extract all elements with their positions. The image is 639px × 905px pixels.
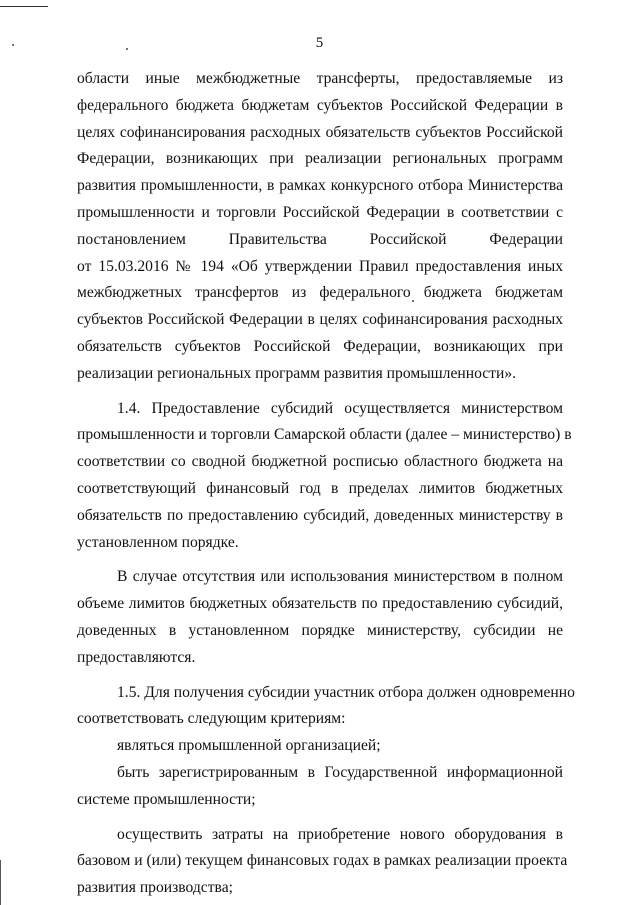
text-line: 1.5. Для получения субсидии участник отбора должен одновременно (117, 683, 575, 701)
text-line: межбюджетных трансфертов из федерального бюджета бюджетам (77, 284, 563, 302)
text-line: обязательств субъектов Российской Федерации, возникающих при (77, 337, 563, 355)
text-line: базовом и (или) текущем финансовых годах в рамках реализации проекта (77, 852, 568, 870)
text-line: развития промышленности, в рамках конкурсного отбора Министерства (77, 177, 563, 195)
text-line: федерального бюджета бюджетам субъектов Российской Федерации в (77, 96, 563, 114)
page-number: 5 (315, 35, 324, 51)
scan-edge-mark (0, 6, 48, 7)
text-line: субъектов Российской Федерации в целях софинансирования расходных (77, 311, 563, 329)
text-line: промышленности и торговли Самарской области (далее – министерство) в (77, 426, 572, 444)
text-line: 1.4. Предоставление субсидий осуществляется министерством (117, 399, 563, 417)
text-line: целях софинансирования расходных обязательств субъектов Российской (77, 123, 563, 141)
text-line: от 15.03.2016 № 194 «Об утверждении Правил предоставления иных (77, 257, 563, 275)
text-line: системе промышленности; (77, 790, 256, 808)
text-line: Федерации, возникающих при реализации региональных программ (77, 150, 563, 168)
text-line: развития производства; (77, 879, 233, 897)
text-line: постановлением Правительства Российской Федерации (77, 230, 563, 248)
scan-edge-mark (0, 860, 1, 905)
paragraph-gap (77, 556, 563, 564)
document-body (77, 66, 575, 902)
text-line: обязательств по предоставлению субсидий, доведенных министерству в (77, 506, 563, 524)
text-line: объеме лимитов бюджетных обязательств по предоставлению субсидий, (77, 595, 563, 613)
text-line: быть зарегистрированным в Государственной информационной (117, 763, 563, 781)
text-line: В случае отсутствия или использования министерством в полном (117, 568, 563, 586)
paragraph-gap (77, 388, 563, 396)
text-line: осуществить затраты на приобретение нового оборудования в (117, 825, 563, 843)
text-line: соответствовать следующим критериям: (77, 710, 346, 728)
text-line: соответствующий финансовый год в пределах лимитов бюджетных (77, 479, 563, 497)
text-line: соответствии со сводной бюджетной росписью областного бюджета на (77, 453, 563, 471)
text-line: реализации региональных программ развития промышленности». (77, 364, 517, 382)
paragraph-gap (77, 814, 563, 822)
text-line: доведенных в установленном порядке министерству, субсидии не (77, 621, 563, 639)
text-line: области иные межбюджетные трансферты, предоставляемые из (77, 70, 563, 87)
text-line: предоставляются. (77, 648, 196, 666)
text-line: промышленности и торговли Российской Федерации в соответствии с (77, 203, 563, 221)
paragraph-gap (77, 672, 563, 680)
text-line: являться промышленной организацией; (117, 737, 381, 755)
text-line: установленном порядке. (77, 533, 239, 551)
